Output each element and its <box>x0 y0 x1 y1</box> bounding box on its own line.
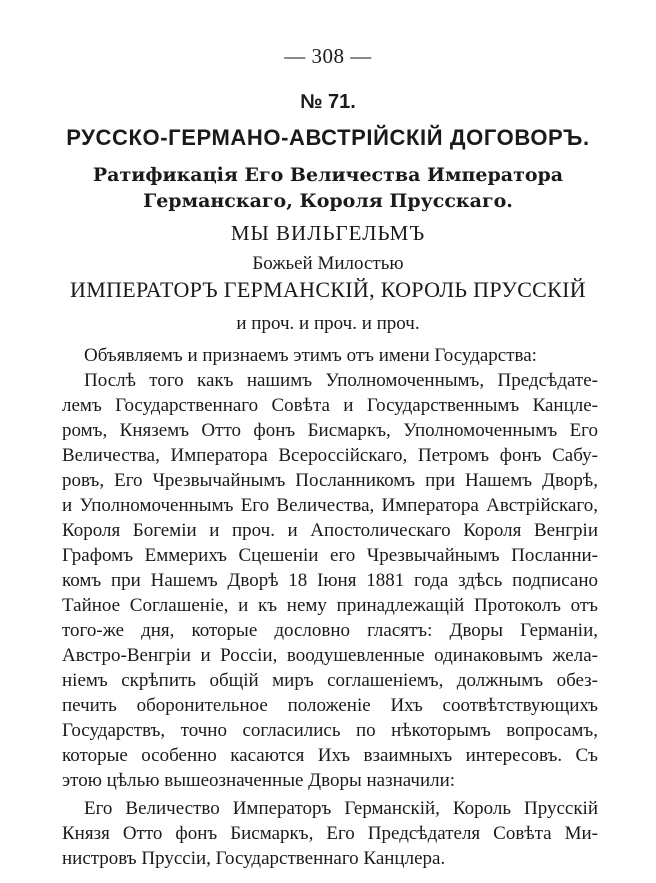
body-line-13: Австро-Венгріи и Россіи, воодушевленные одинаковымъ жела- <box>62 645 598 666</box>
body-line-20: Князя Отто фонъ Бисмаркъ, Его Предсѣдателя Совѣта Ми- <box>62 823 598 844</box>
body-line-12: того-же дня, которые дословно гласятъ: Дворы Германіи, <box>62 620 598 641</box>
body-line-16: Государствъ, точно согласились по нѣкоторымъ вопросамъ, <box>62 720 598 741</box>
document-number: № 71. <box>300 91 356 113</box>
body-line-2: Послѣ того какъ нашимъ Уполномоченнымъ, Предсѣдате- <box>84 370 598 391</box>
grace-formula: Божьей Милостью <box>252 253 404 274</box>
sovereign-name: МЫ ВИЛЬГЕЛЬМЪ <box>230 221 426 245</box>
body-line-7: и Уполномоченнымъ Его Величества, Императора Австрійскаго, <box>62 495 598 516</box>
document-title: РУССКО-ГЕРМАНО-АВСТРІЙСКІЙ ДОГОВОРЪ. <box>66 125 590 150</box>
body-line-11: Тайное Соглашеніе, и къ нему принадлежащій Протоколъ отъ <box>62 595 598 616</box>
ratification-line-1: Ратификація Его Величества Императора <box>92 164 564 186</box>
body-line-15: печить оборонительное положеніе Ихъ соотвѣтствующихъ <box>62 695 598 716</box>
ratification-line-2: Германскаго, Короля Прусскаго. <box>143 190 513 212</box>
body-line-3: лемъ Государственнаго Совѣта и Государственнымъ Канцле- <box>62 395 598 416</box>
sovereign-title: ИМПЕРАТОРЪ ГЕРМАНСКІЙ, КОРОЛЬ ПРУССКІЙ <box>70 277 586 302</box>
page-number: — 308 — <box>284 44 372 68</box>
body-line-1: Объявляемъ и признаемъ этимъ отъ имени Государства: <box>84 345 537 366</box>
body-line-19: Его Величество Императоръ Германскій, Король Прусскій <box>84 798 598 819</box>
body-line-4: ромъ, Княземъ Отто фонъ Бисмаркъ, Уполномоченнымъ Его <box>62 420 598 441</box>
body-line-17: которые особенно касаются Ихъ взаимныхъ интересовъ. Съ <box>62 745 598 766</box>
body-line-18: этою цѣлью вышеозначенные Дворы назначили: <box>62 770 456 791</box>
etc-line: и проч. и проч. и проч. <box>236 313 420 334</box>
body-line-21: нистровъ Пруссіи, Государственнаго Канцлера. <box>62 848 446 869</box>
body-line-6: ровъ, Его Чрезвычайнымъ Посланникомъ при Нашемъ Дворѣ, <box>62 470 598 491</box>
body-line-10: комъ при Нашемъ Дворѣ 18 Іюня 1881 года здѣсь подписано <box>62 570 598 591</box>
body-line-14: ніемъ скрѣпить общій миръ соглашеніемъ, должнымъ обез- <box>62 670 598 691</box>
body-line-5: Величества, Императора Всероссійскаго, Петромъ фонъ Сабу- <box>62 445 598 466</box>
body-line-8: Короля Богеміи и проч. и Апостолическаго Короля Венгріи <box>62 520 598 541</box>
body-line-9: Графомъ Еммерихъ Сцешеніи его Чрезвычайнымъ Посланни- <box>62 545 598 566</box>
